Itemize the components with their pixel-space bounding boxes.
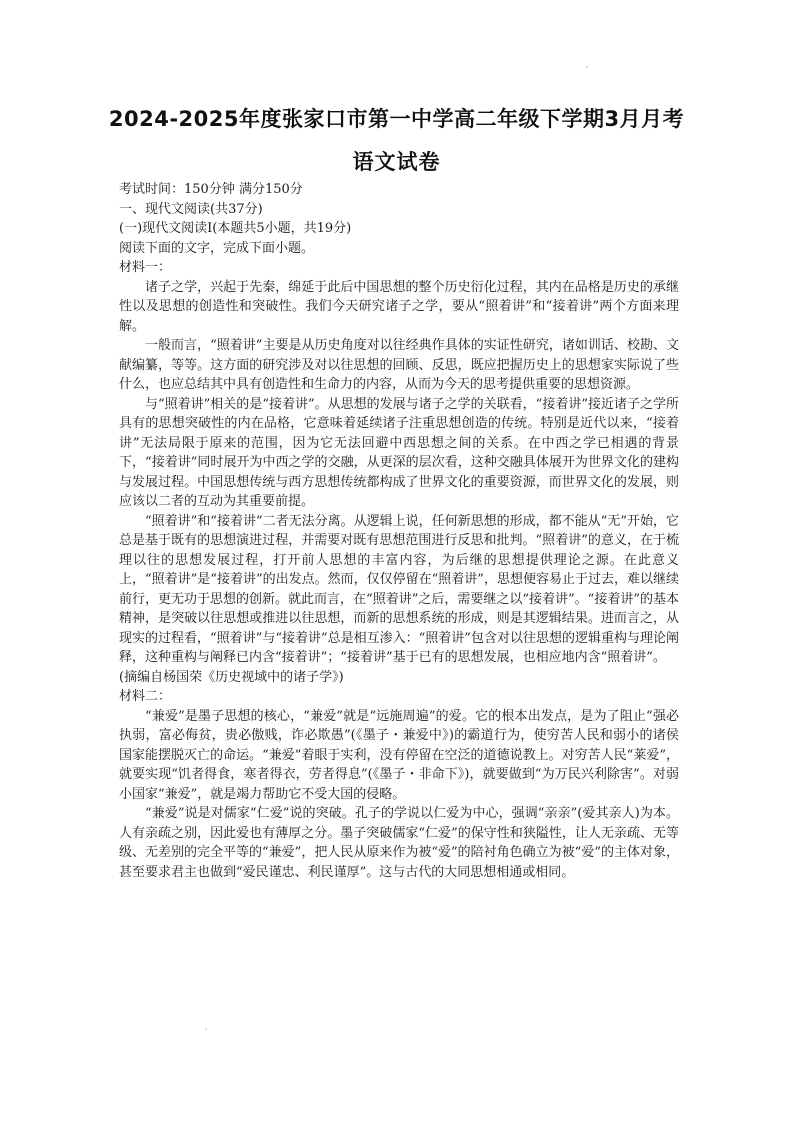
- material-one-paragraph: 诸子之学，兴起于先秦，绵延于此后中国思想的整个历史衍化过程，其内在品格是历史的承继性以及思想的创造性和突破性。我们今天研究诸子之学，要从“照着讲”和“接着讲”两个方面来理解。: [119, 279, 679, 334]
- scan-speck: [205, 1028, 207, 1030]
- material-one-paragraph: 与“照着讲”相关的是“接着讲”。从思想的发展与诸子之学的关联看，“接着讲”接近诸子之学所具有的思想突破性的内在品格，它意味着延续诸子注重思想创造的传统。特别是近代以来，“接着讲”无法局限于原来的范围，因为它无法回避中西思想之间的关系。在中西之学已相遇的背景下，“接着讲”同时展开为中西之学的交融，从更深的层次看，这种交融具体展开为世界文化的建构与发展过程。中国思想传统与西方思想传统都构成了世界文化的重要资源，而世界文化的发展，则应该以二者的互动为其重要前提。: [119, 396, 679, 509]
- material-two-label: 材料二：: [119, 689, 172, 704]
- section-subheading: (一)现代文阅读I(本题共5小题，共19分): [119, 221, 352, 236]
- reading-instruction: 阅读下面的文字，完成下面小题。: [119, 240, 315, 256]
- exam-title: 2024-2025年度张家口市第一中学高二年级下学期3月月考: [108, 107, 685, 131]
- material-one-paragraph: “照着讲”和“接着讲”二者无法分离。从逻辑上说，任何新思想的形成，都不能从“无”开始，它总是基于既有的思想演进过程，并需要对既有思想范围进行反思和批判。“照着讲”的意义，在于梳理以往的思想发展过程，打开前人思想的丰富内容，为后继的思想提供理论之源。在此意义上，“照着讲”是“接着讲”的出发点。然而，仅仅停留在“照着讲”，思想便容易止于过去，难以继续前行，更无功于思想的创新。就此而言，在“照着讲”之后，需要继之以“接着讲”。“接着讲”的基本精神，是突破以往思想或推进以往思想，而新的思想系统的形成，则是其逻辑结果。进而言之，从现实的过程看，“照着讲”与“接着讲”总是相互渗入：“照着讲”包含对以往思想的逻辑重构与理论阐释，这种重构与阐释已内含“接着讲”；“接着讲”基于已有的思想发展，也相应地内含“照着讲”。: [119, 513, 679, 665]
- exam-info: 考试时间：150分钟 满分150分: [119, 182, 303, 197]
- material-one-label: 材料一：: [119, 260, 172, 275]
- scan-speck: [586, 66, 588, 68]
- exam-body: [119, 180, 679, 882]
- section-heading: 一、现代文阅读(共37分): [119, 201, 263, 217]
- exam-subject-title: 语文试卷: [352, 150, 441, 174]
- material-two-paragraph: “兼爱”是墨子思想的核心，“兼爱”就是“远施周遍”的爱。它的根本出发点，是为了阻止“强必执弱，富必侮贫，贵必傲贱，诈必欺愚”(《墨子・兼爱中》)的霸道行为，使穷苦人民和弱小的诸侯国家能摆脱灭亡的命运。“兼爱”着眼于实利，没有停留在空泛的道德说教上。对穷苦人民“莱爱”，就要实现“饥者得食，寒者得衣，劳者得息”(《墨子・非命下》)，就要做到“为万民兴利除害”。对弱小国家“兼爱”，就是竭力帮助它不受大国的侵略。: [119, 708, 679, 802]
- material-two-paragraph: “兼爱”说是对儒家“仁爱”说的突破。孔子的学说以仁爱为中心，强调“亲亲”(爱其亲人)为本。人有亲疏之别，因此爱也有薄厚之分。墨子突破儒家“仁爱”的保守性和狭隘性，让人无亲疏、无等级、无差别的完全平等的“兼爱”，把人民从原来作为被“爱”的陪衬角色确立为被“爱”的主体对象，甚至要求君主也做到“爱民谨忠、利民谨厚”。这与古代的大同思想相通或相同。: [119, 806, 679, 880]
- material-one-paragraph: 一般而言，“照着讲”主要是从历史角度对以往经典作具体的实证性研究，诸如训话、校勘、文献编纂，等等。这方面的研究涉及对以往思想的回顾、反思，既应把握历史上的思想家实际说了些什么，也应总结其中具有创造性和生命力的内容，从而为今天的思考提供重要的思想资源。: [119, 338, 679, 392]
- material-one-source: (摘编自杨国荣《历史视域中的诸子学》): [119, 669, 344, 685]
